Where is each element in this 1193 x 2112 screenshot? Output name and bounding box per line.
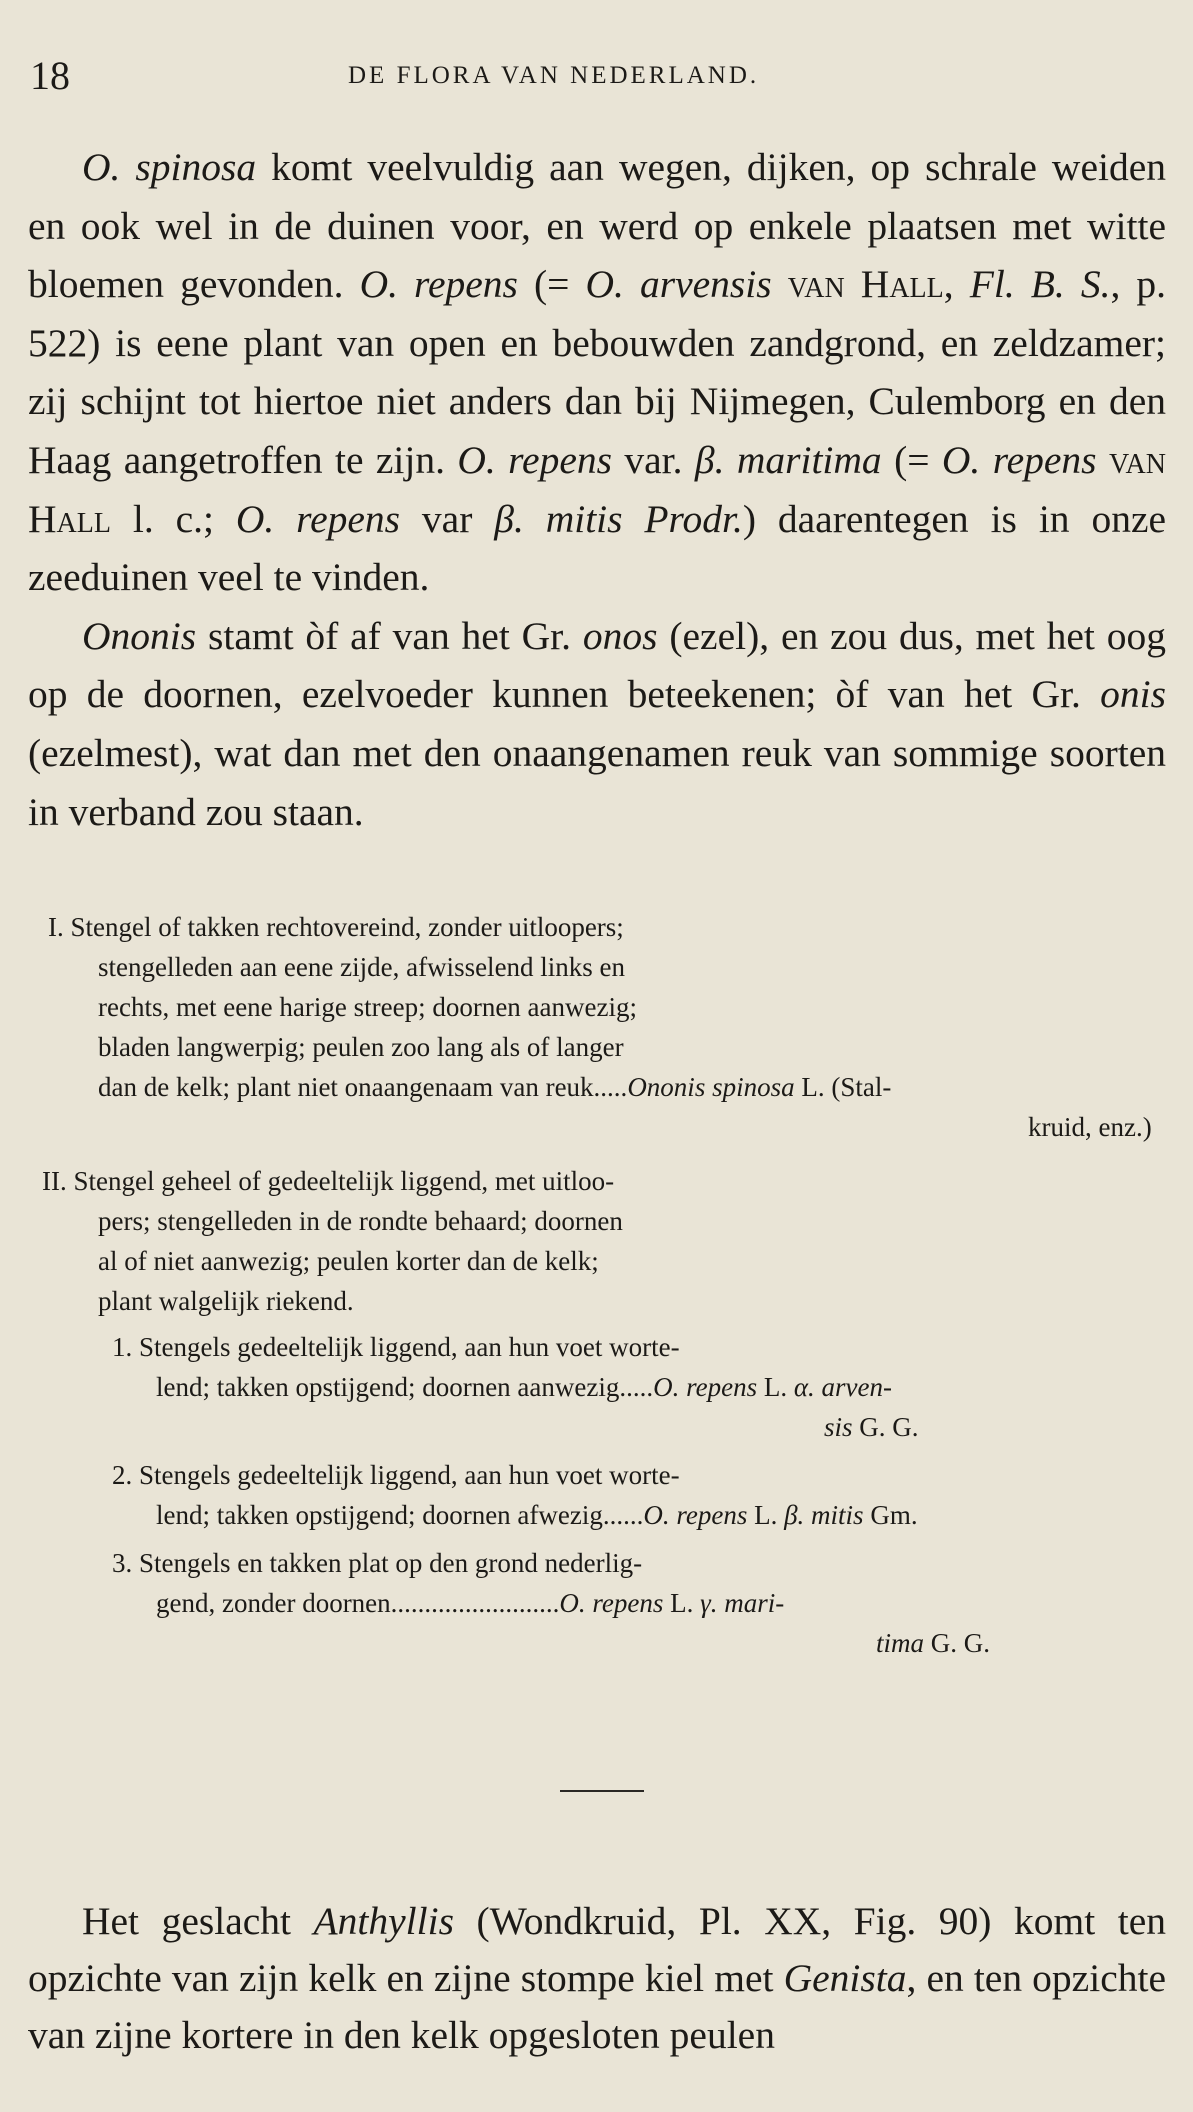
paragraph-anthyllis (28, 1893, 1166, 2064)
taxon-name: O. repens (559, 1588, 664, 1618)
text-run: komt veelvuldig aan wegen, dijken, op schrale weiden en ook wel in de duinen voor, en werd op enkele plaatsen met witte bloemen gevonden. (28, 145, 1166, 307)
key-line (156, 1584, 784, 1624)
taxon-name: O. repens (941, 437, 1097, 482)
section-divider (560, 1790, 644, 1792)
key-line (156, 1496, 918, 1536)
text-run: L. (Stal- (794, 1072, 892, 1102)
paragraph-ononis-habitat (28, 138, 1166, 607)
text-run: lend; takken opstijgend; doornen afwezig...... (156, 1500, 644, 1530)
key-line: kruid, enz.) (1028, 1112, 1152, 1142)
text-run: L. (747, 1500, 785, 1530)
key-line (98, 1068, 891, 1108)
key-line: stengelleden aan eene zijde, afwisselend links en (98, 952, 626, 982)
text-run: Gm. (863, 1500, 918, 1530)
taxon-name: O. spinosa (82, 145, 257, 189)
text-run (1097, 438, 1109, 482)
running-head (28, 52, 1168, 102)
key-line (876, 1624, 990, 1664)
paragraph-etymology (28, 607, 1166, 841)
taxon-name: O. repens (457, 437, 612, 482)
taxon-name: O. repens (653, 1372, 758, 1402)
key-line: 2. Stengels gedeeltelijk liggend, aan hun voet worte- (112, 1460, 680, 1490)
text-run: stamt òf af van het Gr. (196, 613, 583, 658)
taxon-name: O. repens (359, 262, 518, 307)
key-line: 1. Stengels gedeeltelijk liggend, aan hun voet worte- (112, 1332, 680, 1362)
key-line: II. Stengel geheel of gedeeltelijk liggend, met uitloo- (42, 1166, 615, 1196)
taxon-name: O. repens (643, 1500, 748, 1530)
citation: Fl. B. S. (969, 262, 1111, 307)
taxon-name: β. maritima (694, 437, 882, 482)
text-run: lend; takken opstijgend; doornen aanwezig..... (156, 1372, 654, 1402)
text-run (772, 262, 788, 306)
text-run: (ezel), en zou dus, met het oog op de doornen, ezelvoeder kunnen beteekenen; òf van het Gr. (28, 613, 1166, 717)
author-name: van Hall (28, 437, 1166, 541)
taxon-name: sis (824, 1412, 853, 1442)
taxon-name: α. arven- (793, 1372, 892, 1402)
text-run: l. c.; (110, 496, 236, 541)
key-line: al of niet aanwezig; peulen korter dan de kelk; (98, 1246, 599, 1276)
text-run: G. G. (852, 1412, 919, 1442)
text-run: (= (881, 437, 942, 482)
text-run: , (943, 262, 970, 307)
text-run: Het geslacht (82, 1899, 314, 1943)
page-number: 18 (30, 53, 70, 98)
text-run: (Wondkruid, Pl. XX, Fig. 90) komt ten opzichte van zijn kelk en zijne stompe kiel met (28, 1899, 1166, 2000)
key-line (824, 1408, 919, 1448)
text-run: dan de kelk; plant niet onaangenaam van reuk..... (98, 1072, 628, 1102)
body-text-continued (28, 1893, 1166, 2064)
text-run: var (400, 496, 495, 541)
key-line: rechts, met eene harige streep; doornen aanwezig; (98, 992, 637, 1022)
key-line: plant walgelijk riekend. (98, 1286, 354, 1316)
key-line (156, 1368, 892, 1408)
author-name: van Hall (787, 262, 944, 307)
page (28, 0, 1168, 2112)
greek-word: onos (582, 613, 658, 658)
taxon-name: β. mitis (784, 1500, 864, 1530)
taxon-name: Ononis spinosa (627, 1072, 795, 1102)
taxon-name: O. arvensis (585, 262, 772, 307)
running-title: DE FLORA VAN NEDERLAND. (348, 62, 760, 89)
taxon-name: O. repens (235, 496, 401, 541)
key-line: pers; stengelleden in de rondte behaard; doornen (98, 1206, 623, 1236)
key-line: I. Stengel of takken rechtovereind, zonder uitloopers; (48, 912, 624, 942)
genus-name: Anthyllis (313, 1899, 454, 1943)
taxon-name: γ. mari- (700, 1588, 785, 1618)
key-line: 3. Stengels en takken plat op den grond nederlig- (112, 1548, 643, 1578)
taxon-name: β. mitis Prodr. (494, 496, 743, 541)
key-line: bladen langwerpig; peulen zoo lang als of langer (98, 1032, 624, 1062)
text-run: (= (517, 262, 586, 307)
text-run: , en ten opzichte van zijne kortere in den kelk opgesloten peulen (28, 1956, 1166, 2057)
text-run: (ezelmest), wat dan met den onaangenamen reuk van sommige soorten in verband zou staan. (28, 730, 1166, 834)
body-text (28, 138, 1166, 841)
genus-name: Genista (783, 1956, 907, 2000)
genus-name: Ononis (82, 613, 197, 658)
text-run: L. (663, 1588, 701, 1618)
text-run: G. G. (924, 1628, 991, 1658)
text-run: L. (757, 1372, 794, 1402)
greek-word: onis (1100, 672, 1166, 717)
text-run: gend, zonder doornen......................... (156, 1588, 560, 1618)
text-run: var. (612, 437, 695, 482)
taxon-name: tima (876, 1628, 925, 1658)
text-run: ) daarentegen is in onze zeeduinen veel te vinden. (28, 496, 1167, 600)
text-run: , p. 522) is eene plant van open en bebouwden zandgrond, en zeldzamer; zij schijnt tot hiertoe niet anders dan bij Nijmegen, Culemborg en den Haag aangetroffen te zijn. (28, 262, 1167, 482)
